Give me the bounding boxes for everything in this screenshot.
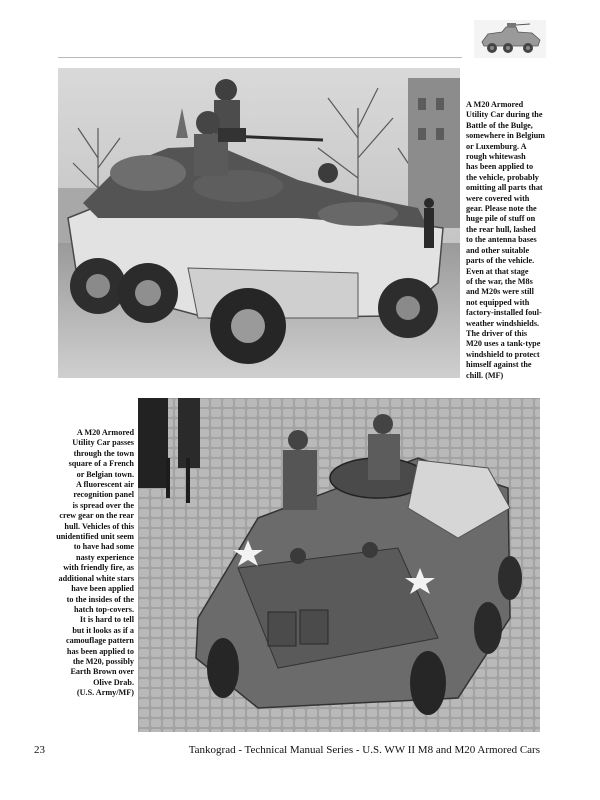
photo-m20-town-square [138, 398, 540, 732]
photo-bottom-caption: A M20 Armored Utility Car passes through the town square of a French or Belgian town. A fluorescent air recognition panel is spread over the crew gear on the rear hull. Vehicles of this unidentified unit seem to have had some nasty experience with friendly fire, as additional white stars have been applied to the insides of the hatch top-covers. It is hard to tell but it looks as if a camouflage pattern has been applied to the M20, possibly Earth Brown over Olive Drab. (U.S. Army/MF) [56, 428, 134, 698]
armored-car-silhouette-icon [472, 18, 548, 60]
page-number: 23 [34, 744, 45, 756]
running-footer: Tankograd - Technical Manual Series - U.S. WW II M8 and M20 Armored Cars [188, 744, 540, 756]
photo-m20-battle-of-the-bulge [58, 68, 460, 378]
photo-top-caption: A M20 Armored Utility Car during the Battle of the Bulge, somewhere in Belgium or Luxemburg. A rough whitewash has been applied to the vehicle, probably omitting all parts that were covered with gear. Please note the huge pile of stuff on the rear hull, lashed to the antenna bases and other suitable parts of the vehicle. Even at that stage of the war, the M8s and M20s were still not equipped with factory-installed foul- weather windshields. The driver of this M20 uses a tank-type windshield to protect himself against the chill. (MF) [466, 100, 545, 380]
header-rule [58, 57, 462, 58]
